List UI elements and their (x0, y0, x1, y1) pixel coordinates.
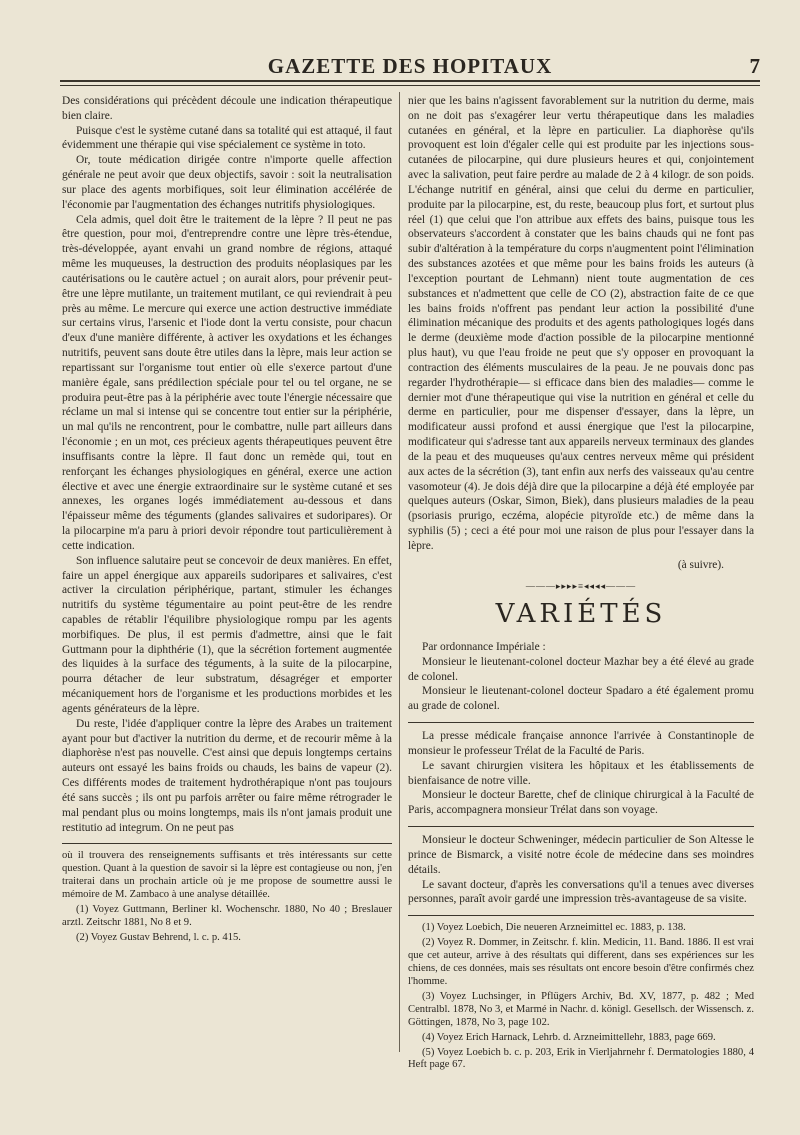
article-paragraph: Puisque c'est le système cutané dans sa totalité qui est attaqué, il faut évidemment une thérapie qui vise spécialement ce système in toto. (62, 124, 392, 152)
footnote: (1) Voyez Guttmann, Berliner kl. Wochenschr. 1880, No 40 ; Breslauer arztl. Zeitschr 1881, No 8 et 9. (62, 904, 392, 929)
footnote: (1) Voyez Loebich, Die neueren Arzneimittel ec. 1883, p. 138. (422, 922, 686, 934)
article-paragraph: nier que les bains n'agissent favorablement sur la nutrition du derme, mais on ne doit pas s'exagérer leur vertu thérapeutique dans les maladies cutanées en général, et la lèpre en particulier. La diaphorèse qu'ils provoquent est loin d'égaler celle qui est produite par les injections sous-cutanées de pilocarpine, qui dure plusieurs heures et qui, conjointement avec la salivation, peut faire perdre au malade de 2 à 4 kilogr. de son poids. L'échange nutritif en général, ainsi que celui du derme en particulier, produite par la pilocarpine, est, du reste, beaucoup plus fort, et surtout plus réel (1) que celui que l'on attribue aux effets des bains, puisque tous les observateurs s'accordent à constater que les bains chauds qui ne font pas subir d'altération à la température du corps n'augmentent point l'élimination des substances azotées et que même pour les bains froids les auteurs (à l'exception pourtant de Lehmann) nient toute augmentation de ces substances et n'admettent que celle de CO (2), abstraction faite de ce que les bains froids n'offrent pas pendant leur action la possibilité d'une élimination mécanique des produits et des agents pathologiques logés dans le derme (deuxième mode d'action possible de la pilocarpine mentionné plus haut), vu que l'eau froide ne peut que s'y opposer en provoquant la contraction des éléments musculaires de la peau. Je ne pouvais donc pas regarder l'hydrothérapie— si efficace dans bien des maladies— comme le dernier mot d'une thérapeutique qui vise la nutrition en général et celle du derme en particulier, pour me dispenser d'essayer, dans la lèpre, un modificateur aussi profond et aussi énergique que l'est la pilocarpine, modificateur qui s'adresse tant aux appareils nerveux terminaux des glandes de la peau et des muqueuses qu'aux centres nerveux même qui président aux actes de la sécrétion (3), tant enfin aux nerfs des vaisseaux qu'au centre vasomoteur (4). Je dois déjà dire que la pilocarpine a déjà été employée par quelques auteurs (Oskar, Simon, Biek), dans plusieurs maladies de la peau (psoriasis prurigo, eczéma, alopécie pityroïde etc.) de même dans la syphilis (5) ; ceci a été pour moi une raison de plus pour l'essayer dans la lèpre. (408, 95, 754, 552)
left-footnotes (62, 843, 392, 944)
news-item: Monsieur le lieutenant-colonel docteur Spadaro a été également promu au grade de colonel. (408, 685, 754, 713)
footnote: (4) Voyez Erich Harnack, Lehrb. d. Arzneimittellehr, 1883, page 669. (422, 1031, 716, 1043)
news-item: Monsieur le docteur Barette, chef de clinique chirurgical à la Faculté de Paris, accompagnera monsieur Trélat dans son voyage. (408, 789, 754, 817)
right-column (408, 94, 754, 1074)
article-paragraph: Son influence salutaire peut se concevoir de deux manières. En effet, faire un appel énergique aux appareils sudoripares et salivaires, c'est activer la circulation périphérique, partant, stimuler les échanges nutritifs du système tégumentaire au point peut-être de les rendre capables de rétablir l'équilibre physiologique rompu par les agents morbifiques. De plus, il est permis d'admettre, ainsi que le fait Guttmann pour la diphthérie (1), que la sécrétion fortement augmentée des liquides à la surface des téguments, à la suite de la pilocarpine, pourra détacher de leur substratum, désagréger et emporter mécaniquement hors de l'organisme et les productions morbides et les agents générateurs de la lèpre. (62, 554, 392, 715)
header-rule (60, 80, 760, 86)
page-title: GAZETTE DES HOPITAUX (267, 54, 553, 78)
news-divider (408, 826, 754, 827)
article-paragraph: Or, toute médication dirigée contre n'importe quelle affection générale ne peut avoir que deux objectifs, savoir : soit la neutralisation sur place des agents morbifiques, soit leur élimination accélérée de l'économie par l'augmentation des échanges nutritifs physiologiques. (62, 154, 392, 211)
news-item: Par ordonnance Impériale : (422, 640, 546, 653)
left-column (62, 94, 392, 947)
column-divider (399, 92, 400, 1052)
footnote: (5) Voyez Loebich b. c. p. 203, Erik in Vierljahrnehr f. Dermatologies 1880, 4 Heft page 67. (408, 1046, 754, 1071)
page-header (60, 50, 760, 82)
news-divider (408, 722, 754, 723)
section-ornament: ———▸▸▸▸≡◂◂◂◂——— (525, 580, 637, 591)
varietes-heading: VARIÉTÉS (495, 599, 667, 630)
footnote: (2) Voyez R. Dommer, in Zeitschr. f. klin. Medicin, 11. Band. 1886. Il est vrai que cet auteur, arrive à des résultats qui different, dans ses expériences sur les chiens, de ces données, mais ses résultats ont encore besoin d'être confirmés chez l'homme. (408, 937, 754, 987)
footnote-continuation: où il trouvera des renseignements suffisants et très intéressants sur cette question. Quant à la question de savoir si la lèpre est contagieuse ou non, j'en traiterai dans un prochain article où je me propose de soumettre aussi le mémoire de M. Zambaco à une analyse détaillée. (62, 850, 392, 901)
news-item: Monsieur le lieutenant-colonel docteur Mazhar bey a été élevé au grade de colonel. (408, 655, 754, 683)
article-paragraph: Du reste, l'idée d'appliquer contre la lèpre des Arabes un traitement ayant pour but d'activer la nutrition du derme, et de recourir même à la diaphorèse n'est pas nouvelle. C'est ainsi que depuis longtemps certains auteurs ont essayé les bains froids ou chauds, les bains de vapeur (2). Ces différents modes de traitement hydrothérapique n'ont pas toujours été sans succès ; ils ont pu parfois arrêter ou faire même rétrograder le mal pendant plus ou moins longtemps, mais ils n'ont jamais produit une restitutio ad integrum. On ne peut pas (62, 717, 392, 834)
news-item: Le savant chirurgien visitera les hôpitaux et les établissements de bienfaisance de notre ville. (408, 759, 754, 787)
page-number: 7 (749, 54, 760, 78)
news-item: La presse médicale française annonce l'arrivée à Constantinople de monsieur le professeur Trélat de la Faculté de Paris. (408, 730, 754, 757)
footnote: (2) Voyez Gustav Behrend, l. c. p. 415. (76, 931, 241, 943)
news-item: Le savant docteur, d'après les conversations qu'il a tenues avec diverses personnes, paraît avoir gardé une impression très-avantageuse de sa visite. (408, 878, 754, 906)
article-paragraph: Des considérations qui précèdent découle une indication thérapeutique bien claire. (62, 95, 392, 122)
footnote: (3) Voyez Luchsinger, in Pflügers Archiv, Bd. XV, 1877, p. 482 ; Med Centralbl. 1878, No 3, et Marmé in Nachr. d. königl. Gesellsch. der Wissensch. z. Göttingen, 1878, No 3, page 102. (408, 990, 754, 1028)
right-footnotes (408, 915, 754, 1072)
news-item: Monsieur le docteur Schweninger, médecin particulier de Son Altesse le prince de Bismarck, a visité notre école de médecine dans ses moindres détails. (408, 834, 754, 876)
article-paragraph: Cela admis, quel doit être le traitement de la lèpre ? Il peut ne pas être question, pour moi, d'entreprendre contre une lèpre très-étendue, très-développée, ayant envahi un grand nombre de régions, attaqué même les muqueuses, la destruction des produits néoplasiques par les cautérisations ou le cautère actuel ; on aurait alors, pour prévenir peut-être une lèpre mutilante, un traitement mutilant, ce qui reviendrait à peu près au même. Le mercure qui exerce une action destructive immédiate sur certains virus, l'arsenic et l'iode dont la vertu consiste, pour chacun d'eux d'une manière différente, à activer les oxydations et les échanges nutritifs, peuvent sans doute être utiles dans la lèpre, mais leur action se repartissant sur l'organisme tout entier où elle s'exerce partout d'une manière égale, sans prédilection spéciale pour tel ou tel organe, ne se produira peut-être pas à la périphérie avec toute l'énergie nécessaire que réclame un mal si intense qui se concentre tout entier sur la périphérie, un mal qu'ils ne rencontrent, pour le combattre, nulle part ailleurs dans l'économie ; en un mot, ces précieux agents thérapeutiques peuvent être insuffisants contre la lèpre. Il faut donc un remède qui, tout en renforçant les échanges physiologiques en général, exerce une action élective et avec une énergie extraordinaire sur le système cutané et ses annexes, les organes logés immédiatement au-dessous et dans l'épaisseur même des téguments (glandes salivaires et sudoripares). Or la pilocarpine m'a paru à priori devoir répondre tout particulièrement à cette indication. (62, 213, 392, 552)
to-be-continued: (à suivre). (677, 558, 724, 571)
